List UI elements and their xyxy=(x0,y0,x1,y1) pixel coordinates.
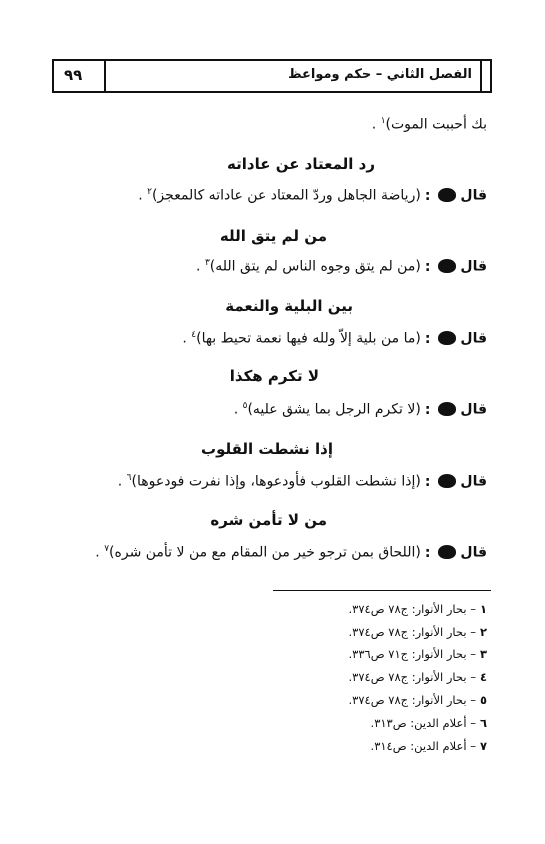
honorific-glyph-icon xyxy=(438,188,456,202)
footnote-text: – أعلام الدين: ص٣١٤. xyxy=(370,739,476,753)
saying-text: (رياضة الجاهل وردّ المعتاد عن عاداته كالمعجز) xyxy=(151,187,421,204)
footnote-number: ٧ xyxy=(479,739,487,753)
footnote-ref: ٤ xyxy=(191,330,197,340)
footnote-number: ٢ xyxy=(479,625,487,639)
footnote xyxy=(349,602,487,616)
footnote-separator xyxy=(273,590,491,591)
saying-end: . xyxy=(138,187,143,204)
page-header xyxy=(52,59,492,93)
section-heading: إذا نشطت القلوب xyxy=(201,440,333,458)
footnote-ref: ١ xyxy=(380,116,386,126)
saying-text: (ما من بلية إلاّ ولله فيها نعمة تحيط بها) xyxy=(196,330,421,347)
qala-label: قال xyxy=(460,258,487,275)
qala-label: قال xyxy=(460,330,487,347)
section-heading: لا تكرم هكذا xyxy=(229,367,319,385)
running-head: الفصل الثاني – حكم ومواعظ xyxy=(288,67,472,82)
footnote-text: – بحار الأنوار: ج٧٨ ص٣٧٤. xyxy=(348,670,476,684)
footnote-text: – بحار الأنوار: ج٧١ ص٣٣٦. xyxy=(348,647,476,661)
footnote-text: – أعلام الدين: ص٣١٣. xyxy=(370,716,476,730)
saying-text: (لا تكرم الرجل بما يشق عليه) xyxy=(247,401,421,418)
footnote-text: – بحار الأنوار: ج٧٨ ص٣٧٤. xyxy=(348,602,476,616)
qala-label: قال xyxy=(460,473,487,490)
saying-end: . xyxy=(233,401,239,418)
footnote xyxy=(349,625,487,639)
intro-line xyxy=(372,116,487,133)
qala-label: قال xyxy=(460,187,487,204)
saying-line: قال:(إذا نشطت القلوب فأودعوها، وإذا نفرت فودعوها)$^٦$ . xyxy=(117,473,487,490)
header-divider-right xyxy=(480,61,482,91)
section-heading: بين البلية والنعمة xyxy=(225,297,353,315)
saying-text: (اللحاق بمن ترجو خير من المقام مع من لا تأمن شره) xyxy=(109,544,421,561)
footnote-number: ٥ xyxy=(479,693,487,707)
footnote-ref: ٣ xyxy=(204,258,210,268)
footnote-number: ٦ xyxy=(479,716,487,730)
saying-line: قال:(اللحاق بمن ترجو خير من المقام مع من لا تأمن شره)$^٧$ . xyxy=(95,544,487,561)
page-number: ٩٩ xyxy=(64,66,83,84)
saying-line: قال:(رياضة الجاهل وردّ المعتاد عن عاداته كالمعجز)$^٢$ . xyxy=(138,187,487,204)
intro-text: بك أحببت الموت) xyxy=(385,116,487,133)
saying-end: . xyxy=(182,330,187,347)
footnote-ref: ٧ xyxy=(104,544,110,554)
footnote-number: ١ xyxy=(479,602,487,616)
footnote-text: – بحار الأنوار: ج٧٨ ص٣٧٤. xyxy=(348,693,476,707)
footnote-ref: ٥ xyxy=(242,401,248,411)
qala-label: قال xyxy=(460,544,487,561)
intro-end: . xyxy=(371,116,377,133)
section-heading: من لم يتق الله xyxy=(219,227,327,245)
saying-line: قال:(لا تكرم الرجل بما يشق عليه)$^٥$ . xyxy=(233,401,487,418)
footnote-text: – بحار الأنوار: ج٧٨ ص٣٧٤. xyxy=(348,625,476,639)
footnote-number: ٣ xyxy=(479,647,487,661)
footnote-ref: ٢ xyxy=(147,187,152,197)
honorific-glyph-icon xyxy=(438,259,456,273)
honorific-glyph-icon xyxy=(438,402,456,416)
saying-line: قال:(ما من بلية إلاّ ولله فيها نعمة تحيط بها)$^٤$ . xyxy=(182,330,487,347)
footnote xyxy=(349,670,487,684)
saying-end: . xyxy=(95,544,100,561)
saying-end: . xyxy=(196,258,201,275)
footnote xyxy=(371,739,487,753)
honorific-glyph-icon xyxy=(438,331,456,345)
header-divider-left xyxy=(104,61,106,91)
footnote xyxy=(349,647,487,661)
footnote xyxy=(371,716,487,730)
honorific-glyph-icon xyxy=(438,545,456,559)
footnote-ref: ٦ xyxy=(126,473,132,483)
saying-text: (إذا نشطت القلوب فأودعوها، وإذا نفرت فودعوها) xyxy=(131,473,421,490)
saying-line: قال:(من لم يتق وجوه الناس لم يتق الله)$^٣$ . xyxy=(196,258,487,275)
footnote xyxy=(349,693,487,707)
saying-end: . xyxy=(117,473,123,490)
section-heading: رد المعتاد عن عاداته xyxy=(227,155,375,173)
footnote-number: ٤ xyxy=(479,670,487,684)
qala-label: قال xyxy=(460,401,487,418)
section-heading: من لا تأمن شره xyxy=(210,511,327,529)
saying-text: (من لم يتق وجوه الناس لم يتق الله) xyxy=(209,258,421,275)
honorific-glyph-icon xyxy=(438,474,456,488)
